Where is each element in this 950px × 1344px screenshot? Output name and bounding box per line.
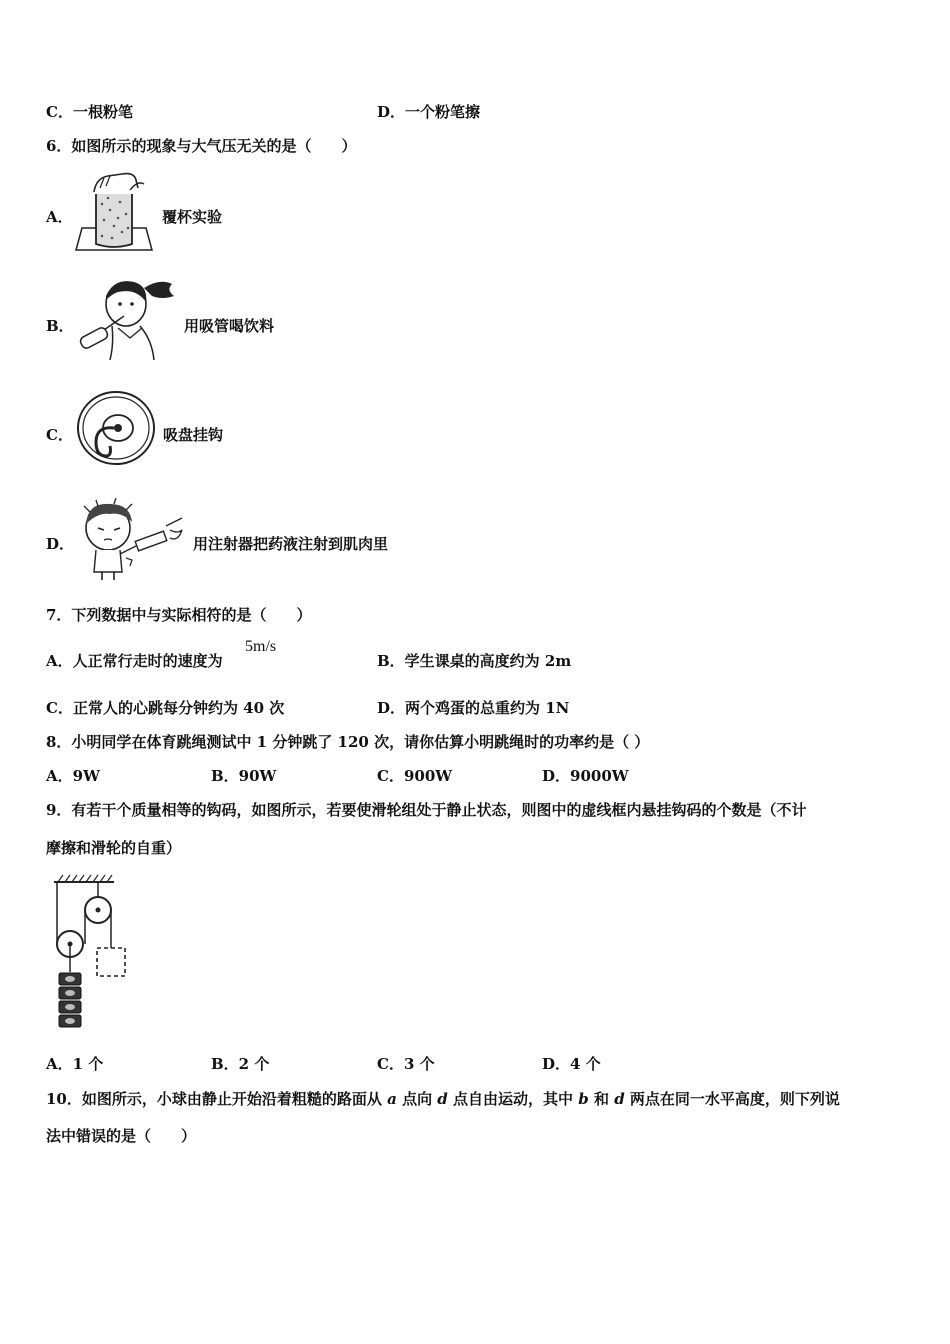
q10-stem-line1: 10．如图所示，小球由静止开始沿着粗糙的路面从 a 点向 d 点自由运动，其中 b 和 d 两点在同一水平高度，则下列说 (46, 1090, 840, 1108)
inverted-cup-icon (74, 170, 156, 254)
q7-option-b: B．学生课桌的高度约为 2m (377, 652, 572, 670)
q5-option-d: D．一个粉笔擦 (377, 103, 481, 121)
q9-option-b: B．2 个 (211, 1055, 270, 1073)
q6-stem: 6．如图所示的现象与大气压无关的是（ ） (46, 137, 357, 155)
q7-option-a-value: 5m/s (245, 638, 277, 655)
q8-stem: 8．小明同学在体育跳绳测试中 1 分钟跳了 120 次，请你估算小明跳绳时的功率约是（ ） (46, 733, 650, 751)
q9-option-d: D．4 个 (542, 1055, 601, 1073)
boy-injection-icon (74, 498, 186, 582)
q6-option-b-caption: 用吸管喝饮料 (184, 317, 275, 335)
q6-option-c-letter: C． (46, 426, 73, 444)
q8-option-c: C．900W (377, 767, 453, 785)
q8-option-a: A．9W (46, 767, 100, 785)
girl-drinking-straw-icon (74, 274, 184, 364)
q7-option-a: A．人正常行走时的速度为 (46, 652, 223, 670)
q6-option-a-caption: 覆杯实验 (162, 208, 223, 226)
q9-stem-line1: 9．有若干个质量相等的钩码，如图所示，若要使滑轮组处于静止状态，则图中的虚线框内悬挂钩码的个数是（不计 (46, 801, 807, 819)
q6-option-a-letter: A． (46, 208, 73, 226)
q9-option-c: C．3 个 (377, 1055, 435, 1073)
q10-stem-line2: 法中错误的是（ ） (46, 1127, 197, 1145)
pulley-system-icon (50, 872, 134, 1034)
suction-cup-hook-icon (76, 390, 156, 466)
q6-option-d-letter: D． (46, 535, 75, 553)
q7-option-d: D．两个鸡蛋的总重约为 1N (377, 699, 570, 717)
q9-stem-line2: 摩擦和滑轮的自重） (46, 839, 182, 857)
q6-option-c-caption: 吸盘挂钩 (163, 426, 224, 444)
q6-option-b-letter: B． (46, 317, 74, 335)
q7-option-c: C．正常人的心跳每分钟约为 40 次 (46, 699, 285, 717)
q9-option-a: A．1 个 (46, 1055, 104, 1073)
q8-option-d: D．9000W (542, 767, 629, 785)
q8-option-b: B．90W (211, 767, 277, 785)
q6-option-d-caption: 用注射器把药液注射到肌肉里 (193, 535, 389, 553)
q5-option-c: C．一根粉笔 (46, 103, 133, 121)
q7-stem: 7．下列数据中与实际相符的是（ ） (46, 606, 312, 624)
